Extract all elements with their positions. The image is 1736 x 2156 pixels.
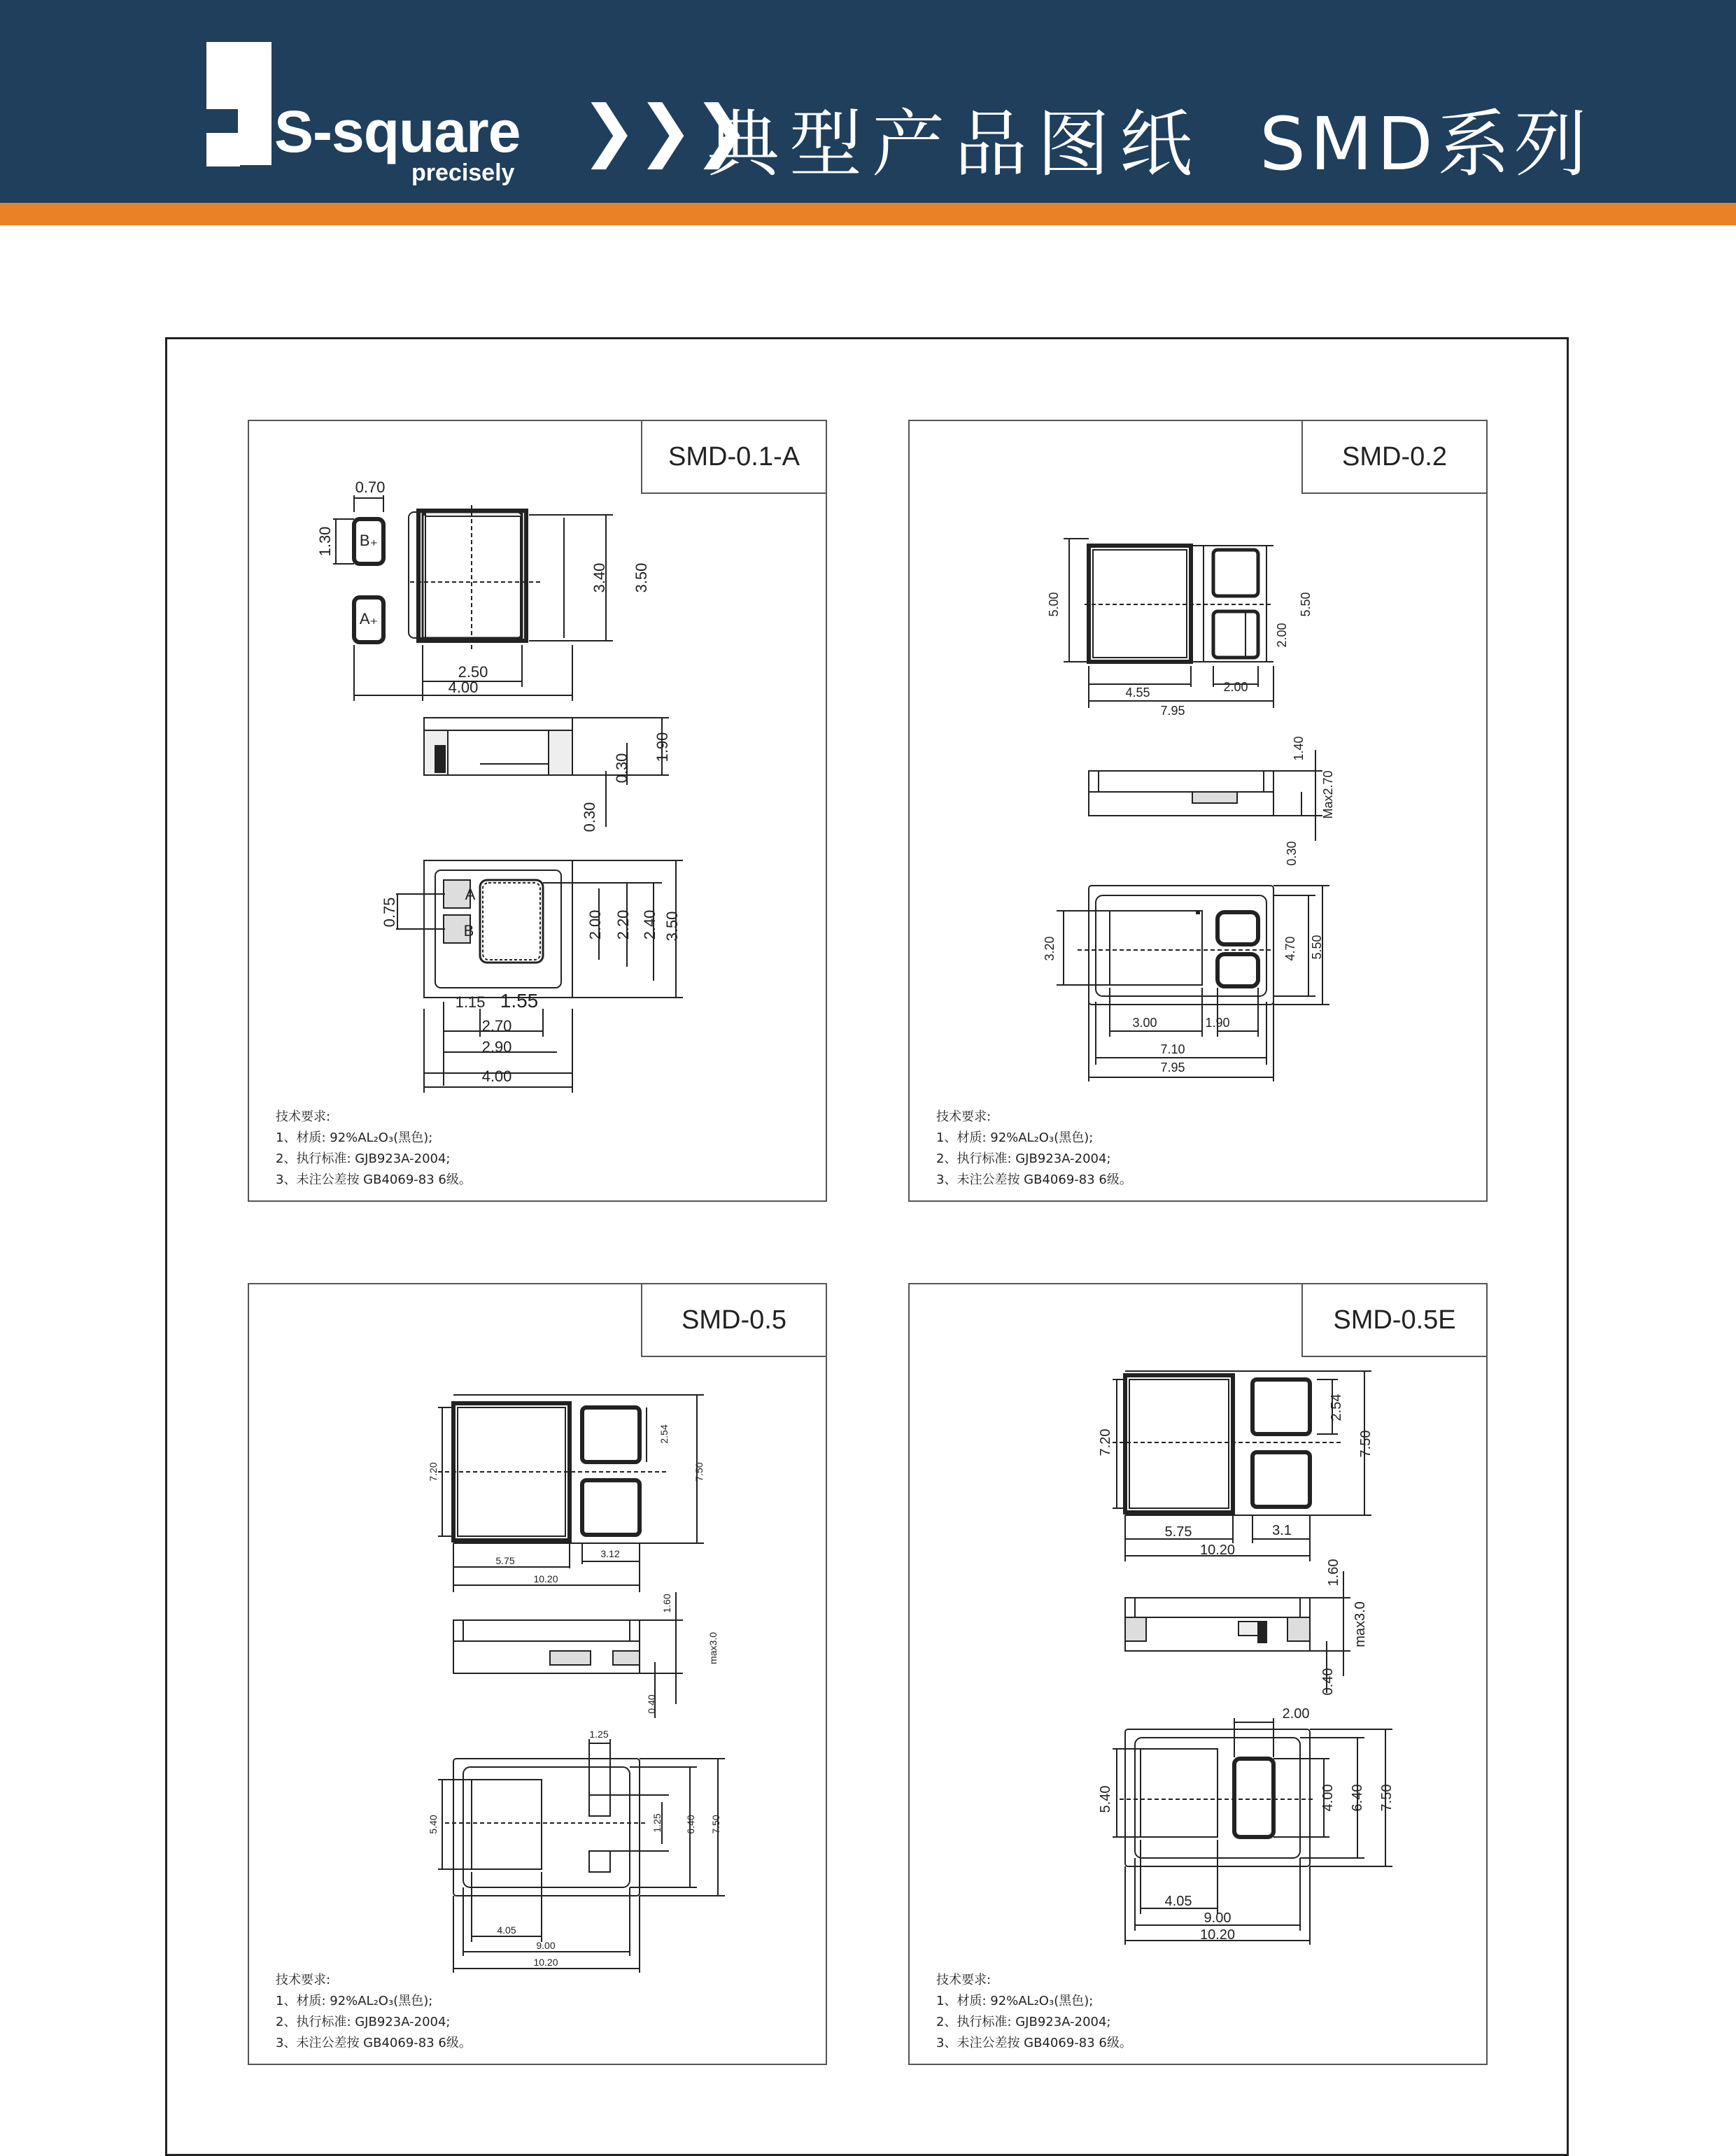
label-a: A: [465, 886, 476, 903]
dim-w3: 10.20: [1199, 1542, 1236, 1558]
dim-b-h1: 2.00: [586, 909, 604, 940]
dim-pad-h: 1.30: [316, 526, 334, 557]
brand-name: S-square: [274, 99, 521, 164]
tech-notes: [276, 1970, 472, 2054]
header-bar: [0, 0, 1736, 203]
dim-b-w1: 4.05: [497, 1924, 516, 1936]
dim-b-h4: 3.50: [663, 911, 681, 942]
drawing-smd-0-2: [910, 421, 1489, 1203]
notes-line-2: 2、执行标准: GJB923A-2004;: [936, 1151, 1111, 1166]
dim-right-h: 7.50: [693, 1462, 705, 1482]
dim-w2: 3.12: [600, 1548, 620, 1559]
dim-b-w2: 1.55: [500, 990, 539, 1012]
notes-line-2: 2、执行标准: GJB923A-2004;: [936, 2015, 1111, 2029]
dim-b-w1: 3.00: [1132, 1016, 1157, 1030]
dim-b-w3: 2.70: [481, 1017, 512, 1035]
dim-b-h1: 1.25: [651, 1813, 663, 1833]
dim-b-h2: 2.20: [614, 909, 632, 940]
dim-pad-h: 2.00: [1275, 623, 1289, 648]
pad-label-a: A₊: [359, 610, 379, 627]
notes-heading: 技术要求:: [936, 1973, 992, 1987]
dim-side-bot: 0.30: [581, 802, 598, 832]
dim-b-w1: 1.15: [455, 993, 486, 1011]
tech-notes: [936, 1107, 1132, 1191]
dim-b-left: 5.40: [1098, 1785, 1113, 1813]
tech-notes: [936, 1970, 1132, 2054]
dim-b-w1: 4.05: [1164, 1894, 1192, 1909]
pad-label-b: B₊: [359, 532, 379, 549]
dim-b-h3: 7.50: [1379, 1784, 1395, 1812]
chevrons-icon: ❯❯❯: [581, 93, 750, 168]
dim-side-top: 1.60: [661, 1594, 672, 1613]
series-title: SMD系列: [1259, 101, 1591, 187]
dim-w3: 7.95: [1160, 704, 1185, 718]
notes-line-3: 3、未注公差按 GB4069-83 6级。: [276, 2036, 472, 2050]
dim-b-h3: 2.40: [641, 909, 658, 940]
dim-b-h1: 4.70: [1283, 936, 1297, 961]
dim-w1: 4.55: [1125, 686, 1150, 700]
dim-w1: 5.75: [495, 1555, 515, 1566]
dim-side-mid: 0.30: [613, 753, 630, 783]
label-b: B: [463, 922, 474, 939]
notes-line-2: 2、执行标准: GJB923A-2004;: [276, 1151, 451, 1166]
panel-title: SMD-0.5: [641, 1284, 826, 1357]
dim-b-w2: 9.00: [536, 1940, 556, 1951]
dim-side-top: 1.40: [1292, 736, 1306, 761]
dim-w1: 5.75: [1164, 1524, 1192, 1540]
dim-side-bot: 0.40: [646, 1694, 657, 1714]
dim-b-w3: 10.20: [533, 1957, 558, 1968]
panel-title: SMD-0.1-A: [641, 421, 826, 494]
notes-line-1: 1、材质: 92%AL₂O₃(黑色);: [936, 1994, 1094, 2008]
brand-tagline: precisely: [411, 159, 515, 186]
dim-side-max: max3.0: [1353, 1601, 1368, 1647]
dim-side-max: max3.0: [707, 1632, 719, 1664]
panel-smd-0-2: [908, 420, 1488, 1202]
dim-b-h1: 4.00: [1320, 1784, 1336, 1812]
notes-line-3: 3、未注公差按 GB4069-83 6级。: [936, 2036, 1132, 2050]
dim-inner-h: 3.40: [591, 562, 608, 593]
logo-mark: [0, 0, 280, 203]
dim-side-bot: 0.40: [1320, 1668, 1336, 1696]
notes-line-2: 2、执行标准: GJB923A-2004;: [276, 2015, 451, 2029]
dim-w2: 2.00: [1223, 680, 1248, 694]
dim-b-top: 2.00: [1282, 1706, 1310, 1722]
tech-notes: [276, 1107, 472, 1191]
accent-stripe: [0, 203, 1736, 225]
dim-w2: 3.1: [1272, 1523, 1292, 1538]
drawing-smd-0-1-a: [249, 421, 828, 1203]
dim-b-w3: 10.20: [1199, 1927, 1236, 1943]
notes-line-3: 3、未注公差按 GB4069-83 6级。: [936, 1172, 1132, 1187]
dim-side-max: Max2.70: [1321, 770, 1335, 819]
dim-b-w2: 9.00: [1204, 1910, 1232, 1926]
dim-b-w4: 2.90: [481, 1038, 512, 1056]
dim-pad-h: 2.54: [1329, 1393, 1344, 1421]
dim-inner-w: 2.50: [458, 663, 488, 681]
dim-right-h: 7.50: [1358, 1430, 1374, 1458]
notes-line-1: 1、材质: 92%AL₂O₃(黑色);: [936, 1130, 1094, 1145]
dim-b-h2: 6.40: [685, 1815, 696, 1834]
panel-title: SMD-0.2: [1301, 421, 1486, 494]
dim-left-h: 5.00: [1047, 592, 1061, 617]
panel-smd-0-5e: [908, 1283, 1488, 2065]
dim-b-w3: 7.10: [1160, 1042, 1185, 1056]
dim-b-top: 1.25: [589, 1729, 609, 1740]
dim-b-w5: 4.00: [481, 1068, 512, 1085]
dim-outer-h: 3.50: [633, 562, 650, 593]
notes-line-3: 3、未注公差按 GB4069-83 6级。: [276, 1172, 472, 1187]
dim-side-bot: 0.30: [1285, 841, 1299, 866]
dim-b-h3: 7.50: [710, 1815, 721, 1834]
notes-heading: 技术要求:: [276, 1109, 331, 1124]
notes-heading: 技术要求:: [936, 1109, 992, 1124]
notes-line-1: 1、材质: 92%AL₂O₃(黑色);: [276, 1130, 433, 1145]
notes-heading: 技术要求:: [276, 1973, 331, 1987]
dim-left-h: 7.20: [428, 1462, 439, 1482]
dim-w3: 10.20: [533, 1573, 558, 1584]
dim-outer-w: 4.00: [448, 679, 479, 696]
dim-pad-h: 2.54: [658, 1424, 670, 1444]
dim-side-h: 1.90: [654, 732, 671, 763]
dim-right-h: 5.50: [1299, 592, 1313, 617]
dim-b-h2: 5.50: [1310, 935, 1324, 960]
drawing-smd-0-5: [249, 1284, 828, 2066]
notes-line-1: 1、材质: 92%AL₂O₃(黑色);: [276, 1994, 433, 2008]
page-title: 典型产品图纸: [707, 101, 1203, 187]
panel-smd-0-1-a: [248, 420, 827, 1202]
dim-b-h2: 6.40: [1350, 1784, 1365, 1812]
dim-b-left: 0.75: [381, 897, 398, 928]
drawing-smd-0-5e: [910, 1284, 1489, 2066]
panel-title: SMD-0.5E: [1301, 1284, 1486, 1357]
dim-side-top: 1.60: [1326, 1559, 1341, 1587]
dim-top-w: 0.70: [355, 478, 386, 496]
panel-smd-0-5: [248, 1283, 827, 2065]
dim-b-left: 3.20: [1043, 936, 1057, 961]
dim-b-w2: 1.90: [1205, 1016, 1230, 1030]
dim-b-left: 5.40: [428, 1815, 439, 1834]
dim-left-h: 7.20: [1098, 1428, 1113, 1456]
dim-b-w4: 7.95: [1160, 1061, 1185, 1075]
